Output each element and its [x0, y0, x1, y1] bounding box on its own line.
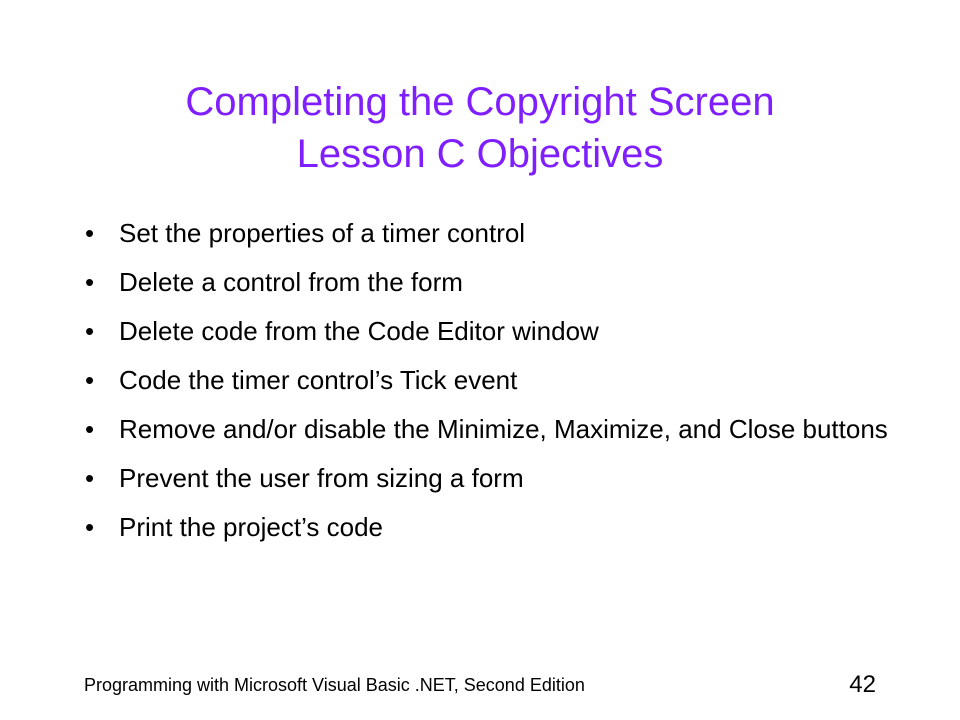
list-item [85, 265, 905, 299]
footer-text: Programming with Microsoft Visual Basic .NET, Second Edition [84, 675, 585, 695]
list-item [85, 412, 905, 446]
objectives-list [85, 216, 905, 559]
list-item [85, 363, 905, 397]
list-item-text: Delete code from the Code Editor window [119, 316, 599, 346]
list-item [85, 510, 905, 544]
bullet-icon: • [85, 267, 95, 297]
list-item-text: Print the project’s code [119, 512, 383, 542]
bullet-icon: • [85, 365, 95, 395]
slide-title [60, 76, 900, 180]
bullet-icon: • [85, 463, 95, 493]
list-item-text: Code the timer control’s Tick event [119, 365, 518, 395]
list-item [85, 216, 905, 250]
list-item-text: Set the properties of a timer control [119, 218, 526, 248]
page-number: 42 [849, 671, 876, 698]
list-item [85, 461, 905, 495]
bullet-icon: • [85, 316, 95, 346]
bullet-icon: • [85, 218, 95, 248]
list-item-text: Prevent the user from sizing a form [119, 463, 524, 493]
list-item-text: Delete a control from the form [119, 267, 463, 297]
slide-title-line-2: Lesson C Objectives [296, 132, 664, 176]
list-item [85, 314, 905, 348]
list-item-text: Remove and/or disable the Minimize, Maximize, and Close buttons [119, 414, 888, 444]
slide-title-line-1: Completing the Copyright Screen [185, 80, 775, 124]
bullet-icon: • [85, 512, 95, 542]
bullet-icon: • [85, 414, 95, 444]
